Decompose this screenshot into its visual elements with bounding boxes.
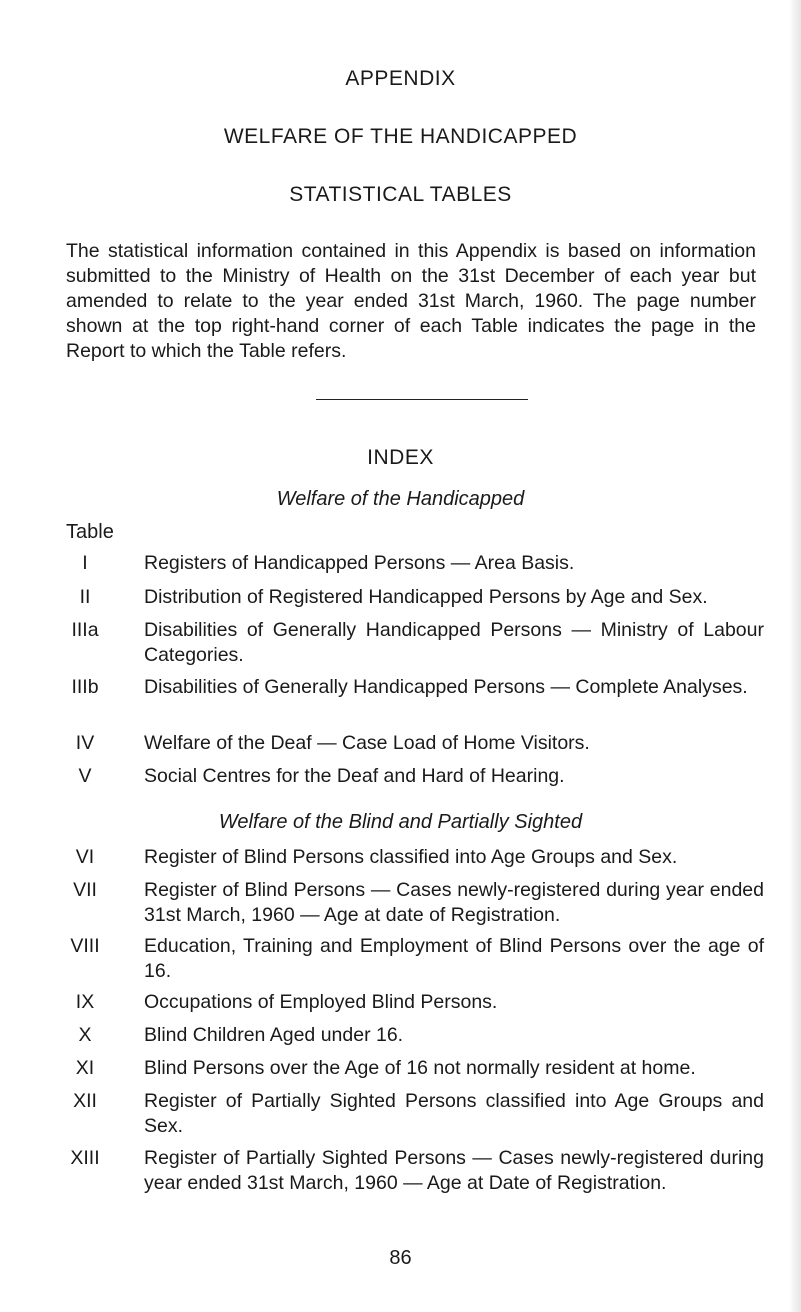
table-number: VIII [70, 935, 100, 957]
table-description: Register of Blind Persons — Cases newly-registered during year ended 31st March, 1960 — Age at date of Registration. [144, 879, 764, 926]
section-heading-handicapped: Welfare of the Handicapped [276, 488, 525, 510]
table-description: Welfare of the Deaf — Case Load of Home Visitors. [144, 732, 590, 754]
index-title: INDEX [367, 446, 434, 469]
table-description: Blind Children Aged under 16. [144, 1024, 404, 1046]
table-number: VI [75, 846, 95, 868]
table-number: VII [73, 879, 97, 901]
table-description: Registers of Handicapped Persons — Area Basis. [144, 552, 575, 574]
appendix-heading: APPENDIX [345, 67, 456, 90]
table-description: Education, Training and Employment of Blind Persons over the age of 16. [144, 935, 764, 982]
document-title: WELFARE OF THE HANDICAPPED [223, 125, 578, 148]
table-description: Social Centres for the Deaf and Hard of Hearing. [144, 765, 565, 787]
section-divider [316, 399, 528, 400]
table-description: Register of Partially Sighted Persons — Cases newly-registered during year ended 31st March, 1960 — Age at Date of Registration. [144, 1147, 764, 1194]
document-subtitle: STATISTICAL TABLES [289, 183, 512, 206]
table-number: V [78, 765, 92, 787]
table-description: Register of Partially Sighted Persons classified into Age Groups and Sex. [144, 1090, 764, 1137]
table-number: IIIb [71, 676, 99, 698]
table-number: II [79, 586, 91, 608]
table-number: IIIa [71, 619, 99, 641]
table-description: Occupations of Employed Blind Persons. [144, 991, 498, 1013]
table-number: X [78, 1024, 92, 1046]
table-number: I [82, 552, 88, 574]
intro-paragraph: The statistical information contained in this Appendix is based on information submitted to the Ministry of Health on the 31st December of each year but amended to relate to the year ended 31st March, 1960. The page number shown at the top right-hand corner of each Table indicates the page in the Report to which the Table refers. [66, 240, 756, 362]
table-number: XIII [70, 1147, 100, 1169]
table-number: XI [75, 1057, 95, 1079]
table-description: Disabilities of Generally Handicapped Persons — Ministry of Labour Categories. [144, 619, 764, 666]
table-column-label: Table [66, 521, 114, 543]
table-number: XII [73, 1090, 97, 1112]
table-description: Distribution of Registered Handicapped Persons by Age and Sex. [144, 586, 708, 608]
table-number: IV [75, 732, 95, 754]
table-description: Register of Blind Persons classified into Age Groups and Sex. [144, 846, 678, 868]
table-description: Blind Persons over the Age of 16 not normally resident at home. [144, 1057, 696, 1079]
section-heading-blind: Welfare of the Blind and Partially Sighted [218, 811, 583, 833]
table-number: IX [75, 991, 95, 1013]
table-description: Disabilities of Generally Handicapped Persons — Complete Analyses. [144, 676, 748, 698]
page-number: 86 [389, 1247, 412, 1269]
